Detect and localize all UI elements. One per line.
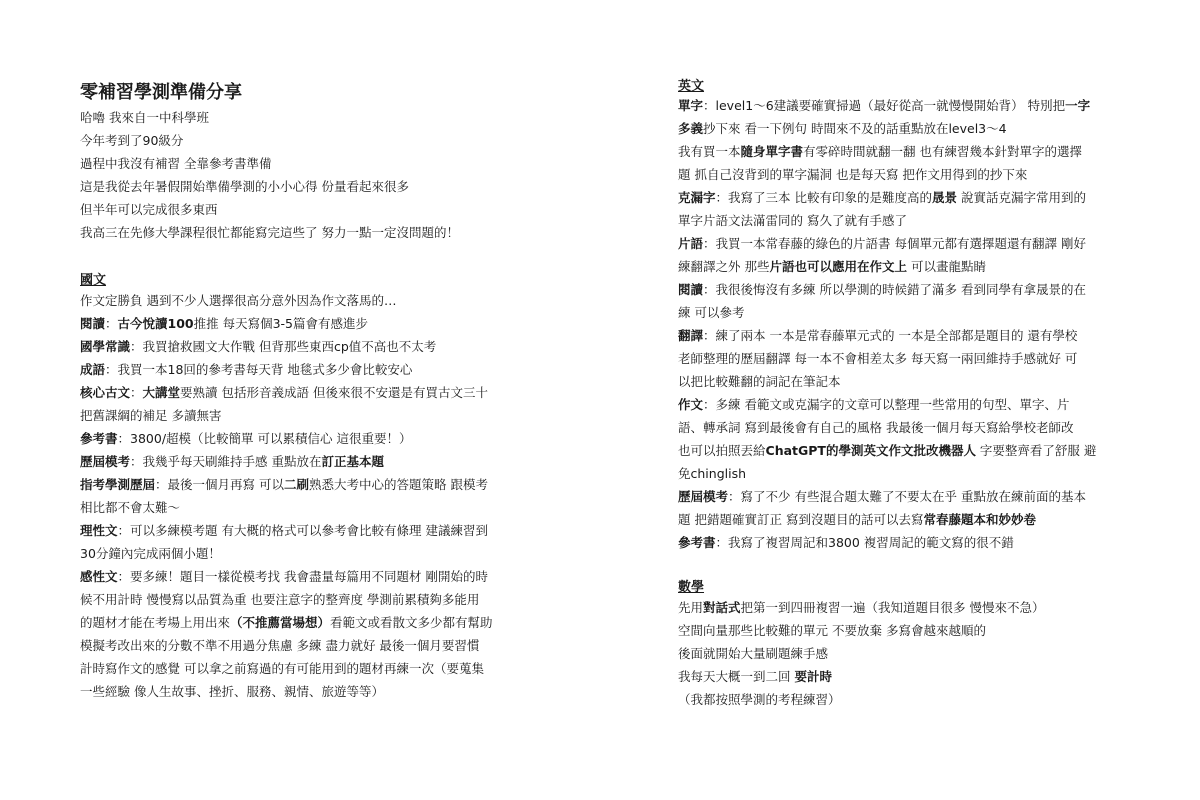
text-line (80, 565, 493, 588)
text-line (80, 588, 493, 611)
text-line (80, 427, 493, 450)
text-segment: ：我寫了三本 比較有印象的是難度高的 (715, 190, 932, 205)
text-segment: 免chinglish (678, 466, 747, 481)
text-segment: 老師整理的歷屆翻譯 每一本不會相差太多 每天寫一兩回維持手感就好 可 (678, 351, 1078, 366)
text-segment: 單字片語文法滿雷同的 寫久了就有手感了 (678, 213, 907, 228)
bold-text: 參考書 (678, 535, 716, 550)
bold-text: 指考學測歷屆 (80, 477, 156, 492)
text-segment: 練翻譯之外 那些 (678, 259, 770, 274)
bold-text: 對話式 (703, 600, 741, 615)
english-lines (678, 94, 1096, 554)
text-line (678, 531, 1096, 554)
math-section-title: 數學 (678, 580, 705, 595)
bold-text: 國學常識 (80, 339, 131, 354)
text-line (80, 358, 493, 381)
text-line (80, 657, 493, 680)
text-segment: 模擬考改出來的分數不準不用過分焦慮 多練 盡力就好 最後一個月要習慣 (80, 638, 480, 653)
bold-text: 晟景 (932, 190, 958, 205)
chinese-section-title: 國文 (80, 273, 107, 288)
bold-text: 歷屆模考 (678, 489, 729, 504)
text-segment: 計時寫作文的感覺 可以拿之前寫過的有可能用到的題材再練一次（要蒐集 (80, 661, 484, 676)
bold-text: 常春藤題本和妙妙卷 (923, 512, 1036, 527)
bold-text: 二刷 (284, 477, 310, 492)
text-line (80, 542, 493, 565)
bold-text: 感性文 (80, 569, 118, 584)
text-line: 這是我從去年暑假開始準備學測的小小心得 份量看起來很多 (80, 179, 409, 194)
text-line: 今年考到了90級分 (80, 133, 184, 148)
text-segment: 看範文或看散文多少都有幫助 (330, 615, 493, 630)
text-segment: 作文定勝負 遇到不少人選擇很高分意外因為作文落馬的… (80, 293, 397, 308)
text-segment: ：level1～6建議要確實掃過（最好從高一就慢慢開始背） 特別把 (703, 98, 1066, 113)
text-segment: ： (105, 316, 118, 331)
bold-text: 大講堂 (142, 385, 181, 400)
text-segment: 以把比較難翻的詞記在筆記本 (678, 374, 841, 389)
intro-lines (80, 106, 459, 244)
text-line (80, 404, 493, 427)
text-segment: ： (130, 385, 143, 400)
text-line (80, 519, 493, 542)
text-line (678, 370, 1096, 393)
text-line (678, 508, 1096, 531)
text-segment: ：最後一個月再寫 可以 (155, 477, 284, 492)
bold-text: 隨身單字書 (740, 144, 804, 159)
bold-text: 單字 (678, 98, 704, 113)
text-segment: 推推 每天寫個3-5篇會有感進步 (193, 316, 369, 331)
text-segment: ：我買一本18回的參考書每天背 地毯式多少會比較安心 (105, 362, 413, 377)
bold-text: 片語 (678, 236, 704, 251)
text-segment: 可以畫龍點睛 (907, 259, 986, 274)
bold-text: 克漏字 (678, 190, 716, 205)
math-lines (678, 596, 1045, 711)
text-line (80, 450, 493, 473)
text-line (678, 278, 1096, 301)
text-line (678, 462, 1096, 485)
text-line (678, 324, 1096, 347)
text-line (80, 680, 493, 703)
text-line (678, 596, 1045, 619)
text-segment: 的題材才能在考場上用出來 (80, 615, 231, 630)
text-segment: ：我幾乎每天刷維持手感 重點放在 (130, 454, 322, 469)
text-line (80, 634, 493, 657)
text-line (678, 255, 1096, 278)
text-line (678, 665, 1045, 688)
bold-text: 參考書 (80, 431, 118, 446)
text-segment: 相比都不會太難～ (80, 500, 181, 515)
text-segment: 後面就開始大量刷題練手感 (678, 646, 829, 661)
bold-text: 閱讀 (80, 316, 106, 331)
text-line (678, 163, 1096, 186)
text-line (678, 619, 1045, 642)
text-line (678, 439, 1096, 462)
text-line (678, 186, 1096, 209)
text-line (80, 611, 493, 634)
text-line (678, 393, 1096, 416)
chinese-lines (80, 289, 493, 703)
text-segment: ：要多練！題目一樣從模考找 我會盡量每篇用不同題材 剛開始的時 (117, 569, 488, 584)
text-line: 過程中我沒有補習 全靠參考書準備 (80, 156, 272, 171)
text-line (678, 347, 1096, 370)
text-line (678, 642, 1045, 665)
text-segment: 抄下來 看一下例句 時間來不及的話重點放在level3～4 (703, 121, 1007, 136)
english-section-title: 英文 (678, 79, 705, 94)
text-segment: 也可以拍照丟給 (678, 443, 766, 458)
text-segment: 說實話克漏字常用到的 (957, 190, 1086, 205)
text-line (80, 473, 493, 496)
text-segment: ：3800/超模（比較簡單 可以累積信心 這很重要！） (117, 431, 412, 446)
text-segment: 字要整齊看了舒服 避 (975, 443, 1097, 458)
text-segment: ：我很後悔沒有多練 所以學測的時候錯了滿多 看到同學有拿晟景的在 (703, 282, 1086, 297)
page-title: 零補習學測準備分享 (80, 82, 242, 103)
text-line (80, 289, 493, 312)
text-line (678, 140, 1096, 163)
bold-text: 成語 (80, 362, 106, 377)
text-segment: ：多練 看範文或克漏字的文章可以整理一些常用的句型、單字、片 (703, 397, 1070, 412)
text-line (678, 301, 1096, 324)
text-segment: ：我買一本常春藤的綠色的片語書 每個單元都有選擇題還有翻譯 剛好 (703, 236, 1086, 251)
text-segment: 我每天大概一到二回 (678, 669, 795, 684)
text-segment: 一些經驗 像人生故事、挫折、服務、親情、旅遊等等） (80, 684, 384, 699)
text-segment: 題 把錯題確實訂正 寫到沒題目的話可以去寫 (678, 512, 924, 527)
text-segment: 語、轉承詞 寫到最後會有自己的風格 我最後一個月每天寫給學校老師改 (678, 420, 1074, 435)
text-segment: 把第一到四冊複習一遍（我知道題目很多 慢慢來不急） (740, 600, 1045, 615)
text-line: 但半年可以完成很多東西 (80, 202, 218, 217)
text-line (678, 94, 1096, 117)
text-segment: 題 抓自己沒背到的單字漏洞 也是每天寫 把作文用得到的抄下來 (678, 167, 1028, 182)
text-segment: （我都按照學測的考程練習） (678, 692, 841, 707)
text-segment: ：寫了不少 有些混合題太難了不要太在乎 重點放在練前面的基本 (728, 489, 1086, 504)
bold-text: 多義 (678, 121, 704, 136)
text-segment: 練 可以參考 (678, 305, 745, 320)
text-segment: 熟悉大考中心的答題策略 跟模考 (309, 477, 488, 492)
text-segment: 把舊課綱的補足 多讀無害 (80, 408, 222, 423)
bold-text: 一字 (1065, 98, 1091, 113)
text-line (80, 381, 493, 404)
text-segment: 有零碎時間就翻一翻 也有練習幾本針對單字的選擇 (803, 144, 1083, 159)
bold-text: 片語也可以應用在作文上 (769, 259, 907, 274)
bold-text: 理性文 (80, 523, 118, 538)
text-line (678, 209, 1096, 232)
text-line: 我高三在先修大學課程很忙都能寫完這些了 努力一點一定沒問題的！ (80, 225, 459, 240)
text-segment: 我有買一本 (678, 144, 741, 159)
text-line (678, 416, 1096, 439)
text-segment: 要熟讀 包括形音義成語 但後來很不安還是有買古文三十 (180, 385, 488, 400)
text-segment: 先用 (678, 600, 704, 615)
bold-text: 訂正基本題 (321, 454, 385, 469)
bold-text: ChatGPT的學測英文作文批改機器人 (765, 443, 976, 458)
text-line (678, 232, 1096, 255)
bold-text: 翻譯 (678, 328, 704, 343)
text-line: 哈嚕 我來自一中科學班 (80, 110, 209, 125)
text-segment: ：練了兩本 一本是常春藤單元式的 一本是全部都是題目的 還有學校 (703, 328, 1078, 343)
text-segment: ：我寫了複習周記和3800 複習周記的範文寫的很不錯 (715, 535, 1014, 550)
bold-text: 核心古文 (80, 385, 131, 400)
text-line (678, 485, 1096, 508)
text-segment: 候不用計時 慢慢寫以品質為重 也要注意字的整齊度 學測前累積夠多能用 (80, 592, 480, 607)
bold-text: 古今悅讀100 (117, 316, 194, 331)
text-line (678, 688, 1045, 711)
text-line (678, 117, 1096, 140)
bold-text: 要計時 (794, 669, 832, 684)
bold-text: （不推薦當場想） (230, 615, 331, 630)
bold-text: 作文 (678, 397, 704, 412)
bold-text: 歷屆模考 (80, 454, 131, 469)
text-segment: 30分鐘內完成兩個小題！ (80, 546, 221, 561)
text-line (80, 312, 493, 335)
text-segment: 空間向量那些比較難的單元 不要放棄 多寫會越來越順的 (678, 623, 986, 638)
text-line (80, 335, 493, 358)
text-segment: ：可以多練模考題 有大概的格式可以參考會比較有條理 建議練習到 (117, 523, 488, 538)
text-line (80, 496, 493, 519)
bold-text: 閱讀 (678, 282, 704, 297)
text-segment: ：我買搶救國文大作戰 但背那些東西cp值不高也不太考 (130, 339, 437, 354)
